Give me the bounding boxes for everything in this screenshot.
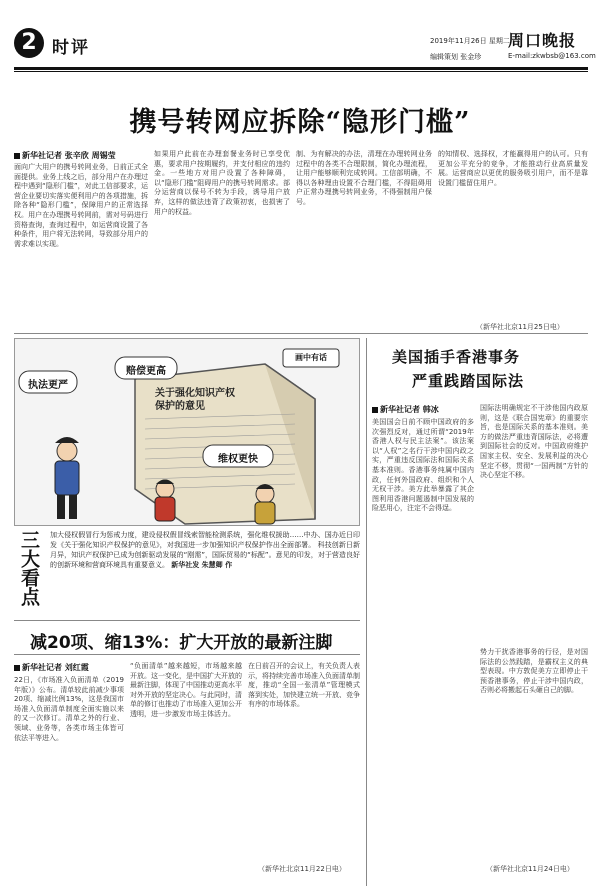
email-address: E-mail:zkwbsb@163.com [508, 52, 596, 60]
cartoon-book-title: 关于强化知识产权保护的意见 [155, 388, 235, 412]
article2-headline-line2: 严重践踏国际法 [412, 372, 525, 390]
article2-byline: 新华社记者 韩冰 [372, 404, 439, 415]
article2-source: （新华社北京11月24日电） [486, 865, 574, 873]
cartoon-image [14, 338, 360, 526]
article1-column-1: 面向广大用户的携号转网业务，日前正式全面提供。业务上线之后，部分用户在办理过程中遇到“隐形门槛”，对此工信部要求，运营企业要切实落实便利用户的各项措施，拆除各种“隐形门槛”，保障用户的正常选择权。用户在办理携号转网前，需对号码进行资格查询，查询过程中，如运营商设置了各种条件，用户将无法转网，导致部分用户的需求难以实现。 [14, 163, 148, 248]
article2-column-2: 国际法明确规定不干涉他国内政原则，这是《联合国宪章》的重要宗旨，也是国际关系的基本准则。美方的做法严重违背国际法，必将遭到国际社会的反对。中国政府维护国家主权、安全、发展利益的决心坚定不移，贯彻“一国两制”方针的决心坚定不移。 [480, 404, 588, 480]
article3-column-3: 在日前召开的会议上，有关负责人表示，将持续完善市场准入负面清单制度，推动“全国一张清单”管理模式落到实处，加快建立统一开放、竞争有序的市场体系。 [248, 662, 360, 709]
date-line: 2019年11月26日 星期二 [430, 37, 510, 45]
header-rule [14, 67, 588, 70]
article2-headline-line1: 美国插手香港事务 [392, 348, 521, 366]
side-title-text: 三大看点 [18, 530, 40, 606]
cartoon-bubble-1: 执法更严 [28, 380, 68, 391]
cartoon-caption-2: 科技创新日新月异，知识产权保护已成为创新驱动发展的“刚需”，国际贸易的“标配”。意见的印发，对于营造良好的创新环境和营商环境具有重要意义。 [50, 541, 361, 569]
article3-headline: 减20项、缩13%：扩大开放的最新注脚 [30, 633, 333, 653]
page-number: 2 [14, 28, 44, 58]
article3-source: （新华社北京11月22日电） [258, 865, 346, 873]
column-divider [366, 338, 367, 886]
cartoon-illustration [15, 339, 360, 526]
divider [14, 654, 360, 655]
cartoon-bubble-2: 赔偿更高 [126, 366, 166, 377]
article3-column-1: 22日，《市场准入负面清单（2019年版）》公布。清单较此前减少事项20项、缩减比例13%，这是我国市场准入负面清单制度全面实施以来的又一次修订。清单之外的行业、领域、业务等，各类市场主体皆可依法平等进入。 [14, 676, 124, 742]
section-title: 时评 [52, 38, 90, 58]
header-rule-thin [14, 71, 588, 72]
editor-line: 编辑策划 张金珍 [430, 53, 482, 61]
side-title [14, 530, 44, 606]
cartoon-caption-1: 加大侵权假冒行为惩戒力度，建设侵权假冒线索智能检测系统，强化维权援助……中办、国办近日印发《关于强化知识产权保护的意见》，对我国进一步加强知识产权保护作出全面部署。 [50, 531, 360, 549]
article1-column-2: 如果用户此前在办理套餐业务时已享受优惠，要求用户按期履约，并支付相应的违约金。一些地方对用户设置了各种障碍，以“隐形门槛”阻碍用户的携号转网需求。部分运营商以保号不转为手段，诱导用户放弃，这样的做法违背了政策初衷，也损害了用户的权益。 [154, 150, 290, 216]
cartoon-credit: 新华社发 朱慧卿 作 [171, 561, 233, 569]
article3-byline: 新华社记者 刘红霞 [14, 662, 89, 673]
divider [14, 333, 588, 334]
page-header [0, 0, 600, 72]
divider [14, 620, 360, 621]
cartoon-caption [50, 530, 360, 570]
article2-column-3: 势力干扰香港事务的行径，是对国际法的公然践踏，是霸权主义的典型表现。中方敦促美方立即停止干预香港事务，停止干涉中国内政，否则必将搬起石头砸自己的脚。 [480, 648, 588, 695]
cartoon-label: 画中有话 [295, 353, 327, 362]
article1-column-4: 的知情权、选择权，才能赢得用户的认可。只有更加公平充分的竞争，才能推动行业高质量发展。运营商应以更优的服务吸引用户，而不是靠设置门槛留住用户。 [438, 150, 588, 187]
article1-byline: 新华社记者 张辛欣 周锡莹 [14, 150, 116, 161]
paper-name: 周口晚报 [508, 31, 577, 50]
article1-source: （新华社北京11月25日电） [476, 323, 564, 331]
article2-column-1: 美国国会日前不顾中国政府的多次强烈反对，通过所谓“2019年香港人权与民主法案”。该法案以“人权”之名行干涉中国内政之实，严重违反国际法和国际关系基本准则。香港事务纯属中国内政，任何外国政府、组织和个人无权干涉。美方此举暴露了其企图利用香港问题遏制中国发展的险恶用心，注定不会得逞。 [372, 418, 474, 513]
article1-column-3: 制、为有解决的办法，清理在办理转网业务过程中的各类不合理限制，简化办理流程，让用户能够顺利完成转网。工信部明确，不得以各种理由设置不合理门槛，不得阻碍用户正常办理携号转网业务，不得强制用户保号。 [296, 150, 432, 206]
cartoon-bubble-3: 维权更快 [218, 454, 258, 465]
article3-column-2: “负面清单”越来越短，市场越来越开放。这一变化，是中国扩大开放的最新注脚，体现了中国推动更高水平对外开放的坚定决心。与此同时，清单的修订也推动了市场准入更加公开透明，进一步激发市场主体活力。 [130, 662, 242, 718]
article1-headline: 携号转网应拆除“隐形门槛” [129, 107, 471, 138]
